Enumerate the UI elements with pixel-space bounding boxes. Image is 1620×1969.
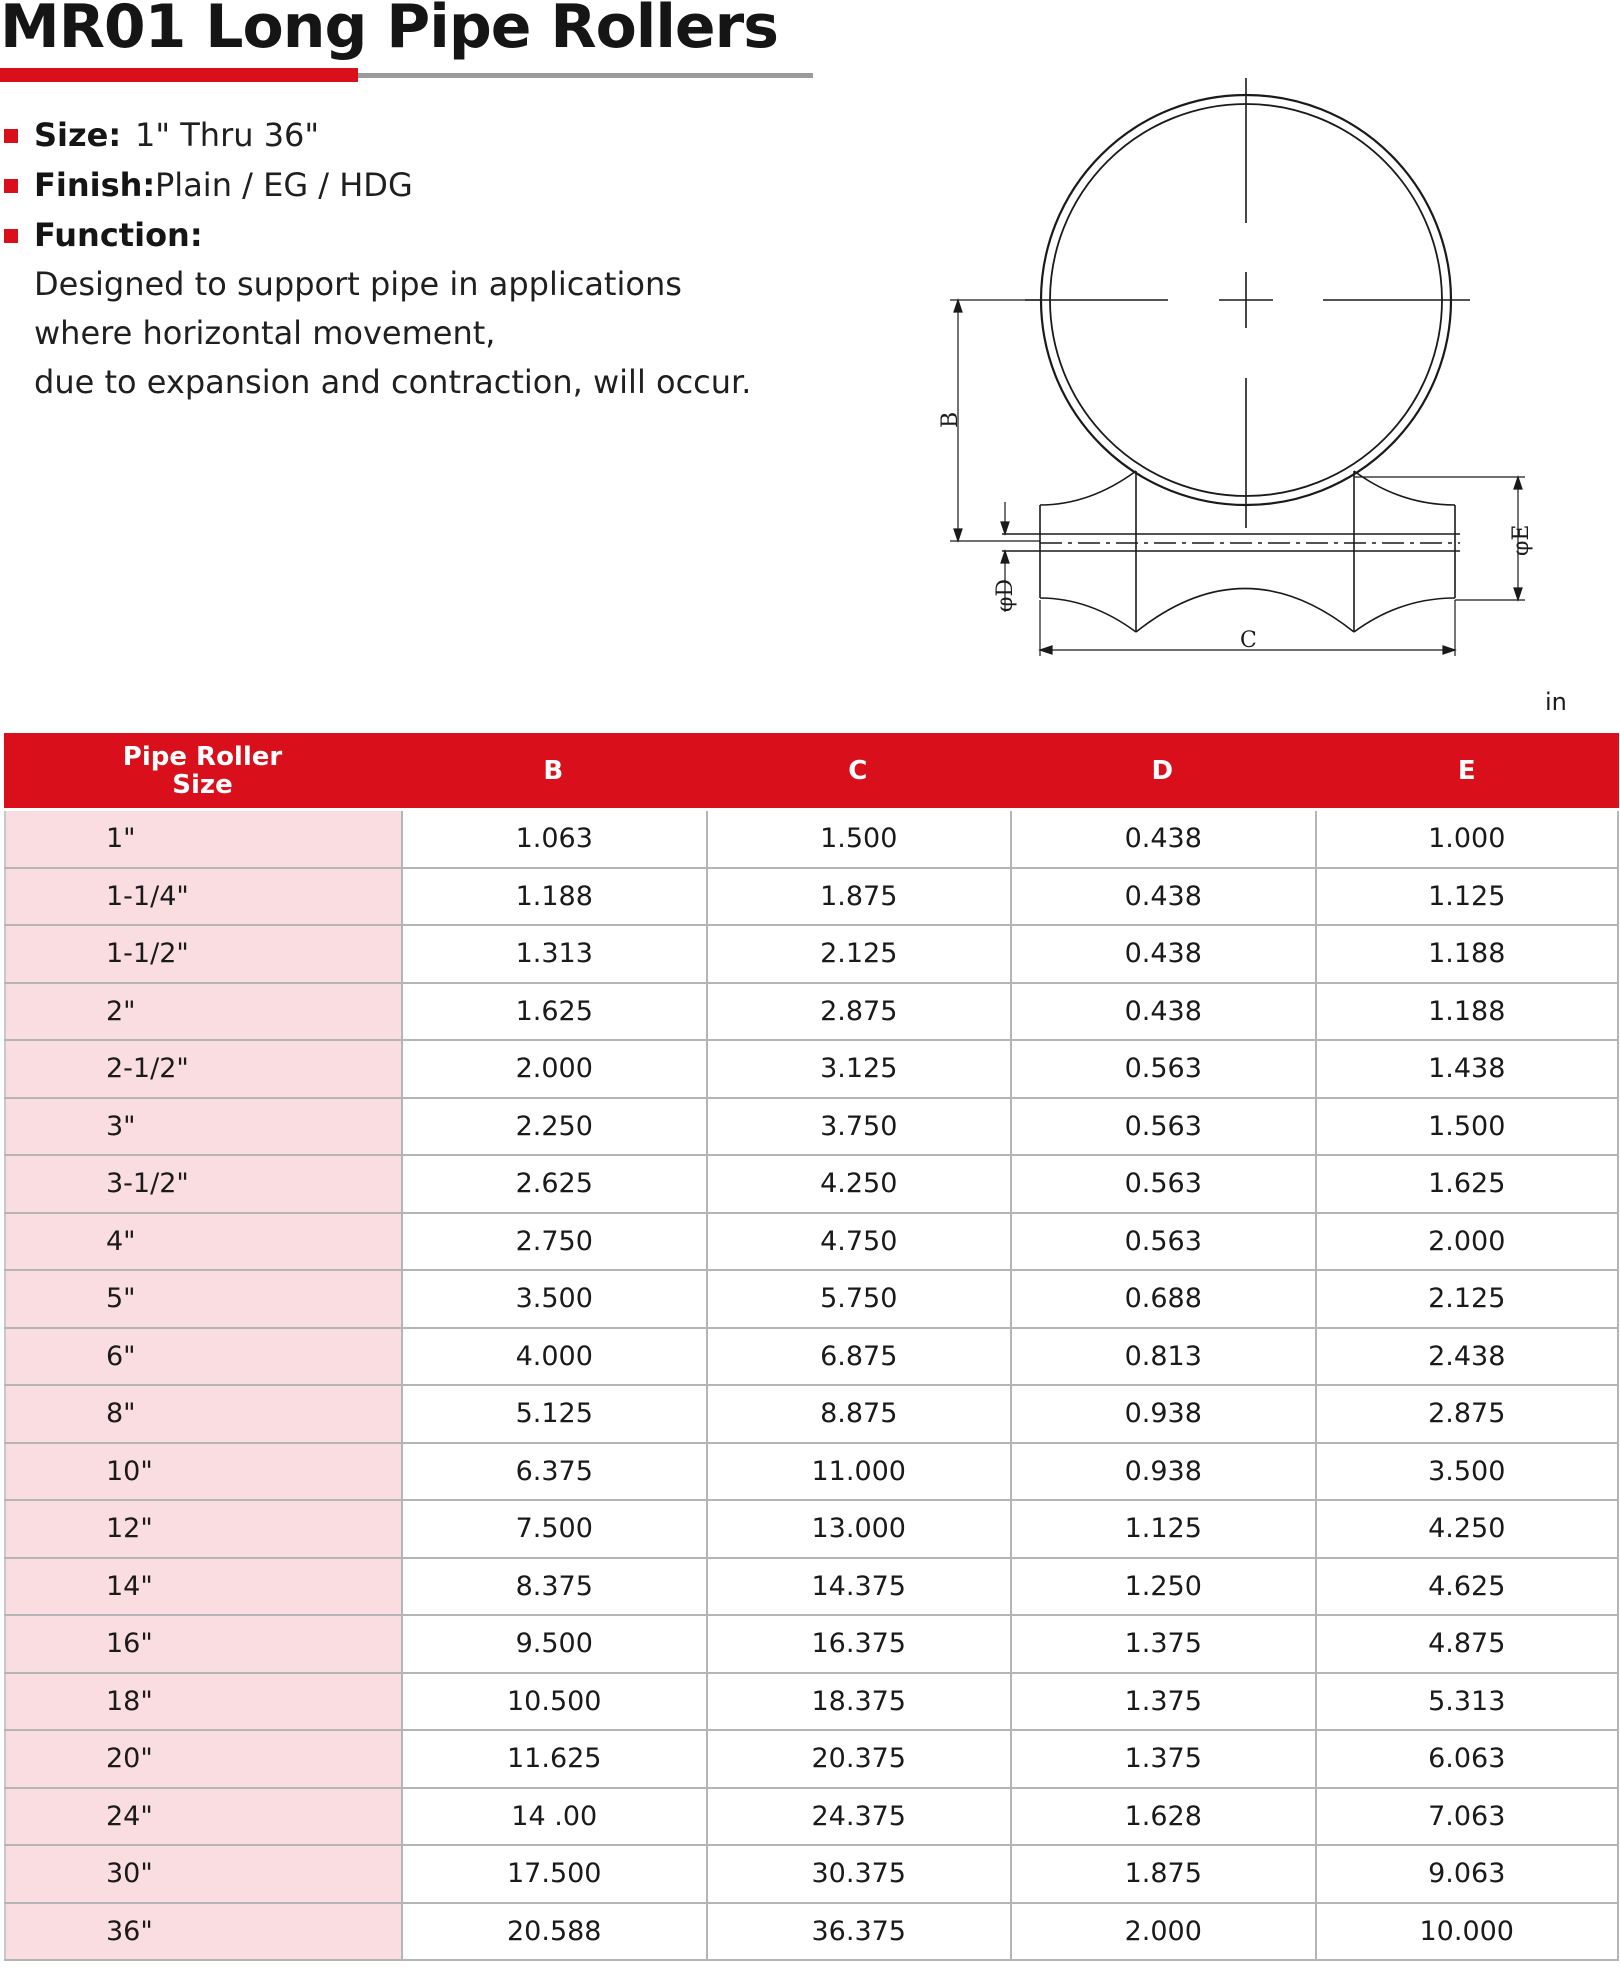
bullet-square-icon [4,129,18,143]
value-cell: 9.500 [401,1616,706,1672]
value-cell: 4.250 [1315,1501,1620,1557]
value-cell: 2.875 [706,984,1011,1040]
value-cell: 24.375 [706,1789,1011,1845]
value-cell: 6.063 [1315,1731,1620,1787]
value-cell: 0.438 [1010,984,1315,1040]
spec-list [0,110,860,401]
function-line: where horizontal movement, [34,314,496,352]
spec-function [0,210,860,260]
value-cell: 18.375 [706,1674,1011,1730]
value-cell: 14.375 [706,1559,1011,1615]
spec-finish-label: Finish: [34,166,156,204]
roller-shaft [1002,534,1460,551]
size-cell: 3-1/2" [4,1156,401,1212]
size-cell: 2-1/2" [4,1041,401,1097]
value-cell: 2.625 [401,1156,706,1212]
value-cell: 1.375 [1010,1674,1315,1730]
title-underline-rule [358,73,813,78]
header-pipe-roller-size: Pipe Roller Size [122,741,283,800]
size-cell: 6" [4,1329,401,1385]
spec-finish [0,160,860,210]
spec-size-label: Size: [34,116,122,154]
table-row [4,1501,1619,1559]
dimension-c-label: C [1240,628,1257,653]
spec-size-value: 1" Thru 36" [135,116,320,154]
size-cell: 1" [4,811,401,867]
table-row [4,1789,1619,1847]
table-row [4,1904,1619,1962]
table-row [4,1444,1619,1502]
value-cell: 20.375 [706,1731,1011,1787]
size-cell: 18" [4,1674,401,1730]
value-cell: 2.438 [1315,1329,1620,1385]
dimension-e [1354,477,1525,600]
value-cell: 5.313 [1315,1674,1620,1730]
size-cell: 20" [4,1731,401,1787]
value-cell: 1.875 [1010,1846,1315,1902]
header-c: C [848,755,868,786]
size-cell: 5" [4,1271,401,1327]
value-cell: 4.250 [706,1156,1011,1212]
table-row [4,1271,1619,1329]
function-line: due to expansion and contraction, will occur. [34,363,752,401]
table-row [4,1156,1619,1214]
value-cell: 2.000 [1315,1214,1620,1270]
value-cell: 3.500 [1315,1444,1620,1500]
table-row [4,1731,1619,1789]
value-cell: 1.313 [401,926,706,982]
header-e: E [1457,755,1476,786]
value-cell: 1.500 [706,811,1011,867]
value-cell: 0.563 [1010,1214,1315,1270]
value-cell: 1.625 [1315,1156,1620,1212]
dimension-e-label: φE [1509,524,1534,556]
value-cell: 1.188 [1315,984,1620,1040]
spec-function-label: Function: [34,216,203,254]
dimension-table [4,733,1619,1961]
function-description [34,260,751,407]
value-cell: 0.563 [1010,1156,1315,1212]
value-cell: 3.500 [401,1271,706,1327]
title-underline-accent [0,68,358,82]
value-cell: 0.438 [1010,869,1315,925]
value-cell: 1.125 [1315,869,1620,925]
value-cell: 0.813 [1010,1329,1315,1385]
value-cell: 6.875 [706,1329,1011,1385]
size-cell: 14" [4,1559,401,1615]
value-cell: 3.125 [706,1041,1011,1097]
value-cell: 0.563 [1010,1041,1315,1097]
value-cell: 11.000 [706,1444,1011,1500]
value-cell: 10.000 [1315,1904,1620,1960]
value-cell: 6.375 [401,1444,706,1500]
value-cell: 10.500 [401,1674,706,1730]
table-row [4,1041,1619,1099]
value-cell: 2.000 [401,1041,706,1097]
value-cell: 8.875 [706,1386,1011,1442]
page-title: MR01 Long Pipe Rollers [0,0,778,62]
table-row [4,926,1619,984]
value-cell: 20.588 [401,1904,706,1960]
size-cell: 24" [4,1789,401,1845]
size-cell: 4" [4,1214,401,1270]
value-cell: 1.000 [1315,811,1620,867]
value-cell: 2.750 [401,1214,706,1270]
table-row [4,869,1619,927]
spec-size [0,110,860,160]
size-cell: 36" [4,1904,401,1960]
value-cell: 0.563 [1010,1099,1315,1155]
size-cell: 16" [4,1616,401,1672]
value-cell: 1.375 [1010,1731,1315,1787]
table-row [4,1329,1619,1387]
table-row [4,1386,1619,1444]
function-line: Designed to support pipe in applications [34,265,682,303]
value-cell: 9.063 [1315,1846,1620,1902]
table-row [4,1559,1619,1617]
bullet-square-icon [4,179,18,193]
pipe-roller-drawing [900,60,1550,670]
value-cell: 1.250 [1010,1559,1315,1615]
value-cell: 8.375 [401,1559,706,1615]
size-cell: 1-1/4" [4,869,401,925]
size-cell: 1-1/2" [4,926,401,982]
value-cell: 4.875 [1315,1616,1620,1672]
value-cell: 11.625 [401,1731,706,1787]
value-cell: 0.438 [1010,926,1315,982]
unit-label: in [1545,688,1567,716]
spec-finish-value: Plain / EG / HDG [155,166,413,204]
table-row [4,1099,1619,1157]
dimension-b-label: B [938,411,963,428]
header-b: B [543,755,564,786]
value-cell: 1.125 [1010,1501,1315,1557]
value-cell: 2.125 [1315,1271,1620,1327]
size-cell: 10" [4,1444,401,1500]
size-cell: 12" [4,1501,401,1557]
value-cell: 1.188 [1315,926,1620,982]
value-cell: 17.500 [401,1846,706,1902]
value-cell: 7.500 [401,1501,706,1557]
value-cell: 5.125 [401,1386,706,1442]
size-cell: 30" [4,1846,401,1902]
value-cell: 0.438 [1010,811,1315,867]
value-cell: 30.375 [706,1846,1011,1902]
value-cell: 1.500 [1315,1099,1620,1155]
value-cell: 14 .00 [401,1789,706,1845]
table-row [4,1674,1619,1732]
value-cell: 5.750 [706,1271,1011,1327]
pipe-centerlines [1025,78,1470,528]
table-header [4,733,1619,808]
size-cell: 8" [4,1386,401,1442]
value-cell: 4.000 [401,1329,706,1385]
value-cell: 0.938 [1010,1444,1315,1500]
table-row [4,811,1619,869]
value-cell: 16.375 [706,1616,1011,1672]
header-d: D [1151,755,1174,786]
value-cell: 1.438 [1315,1041,1620,1097]
dimension-d-label: φD [993,578,1018,612]
value-cell: 1.188 [401,869,706,925]
value-cell: 0.688 [1010,1271,1315,1327]
value-cell: 2.875 [1315,1386,1620,1442]
value-cell: 1.875 [706,869,1011,925]
dimension-b [950,300,1040,541]
table-row [4,1846,1619,1904]
value-cell: 36.375 [706,1904,1011,1960]
table-row [4,984,1619,1042]
value-cell: 1.063 [401,811,706,867]
value-cell: 7.063 [1315,1789,1620,1845]
value-cell: 13.000 [706,1501,1011,1557]
value-cell: 1.625 [401,984,706,1040]
value-cell: 1.628 [1010,1789,1315,1845]
bullet-square-icon [4,229,18,243]
value-cell: 1.375 [1010,1616,1315,1672]
size-cell: 2" [4,984,401,1040]
table-row [4,1214,1619,1272]
value-cell: 2.125 [706,926,1011,982]
value-cell: 4.625 [1315,1559,1620,1615]
value-cell: 4.750 [706,1214,1011,1270]
size-cell: 3" [4,1099,401,1155]
value-cell: 2.000 [1010,1904,1315,1960]
value-cell: 0.938 [1010,1386,1315,1442]
value-cell: 2.250 [401,1099,706,1155]
value-cell: 3.750 [706,1099,1011,1155]
table-row [4,1616,1619,1674]
